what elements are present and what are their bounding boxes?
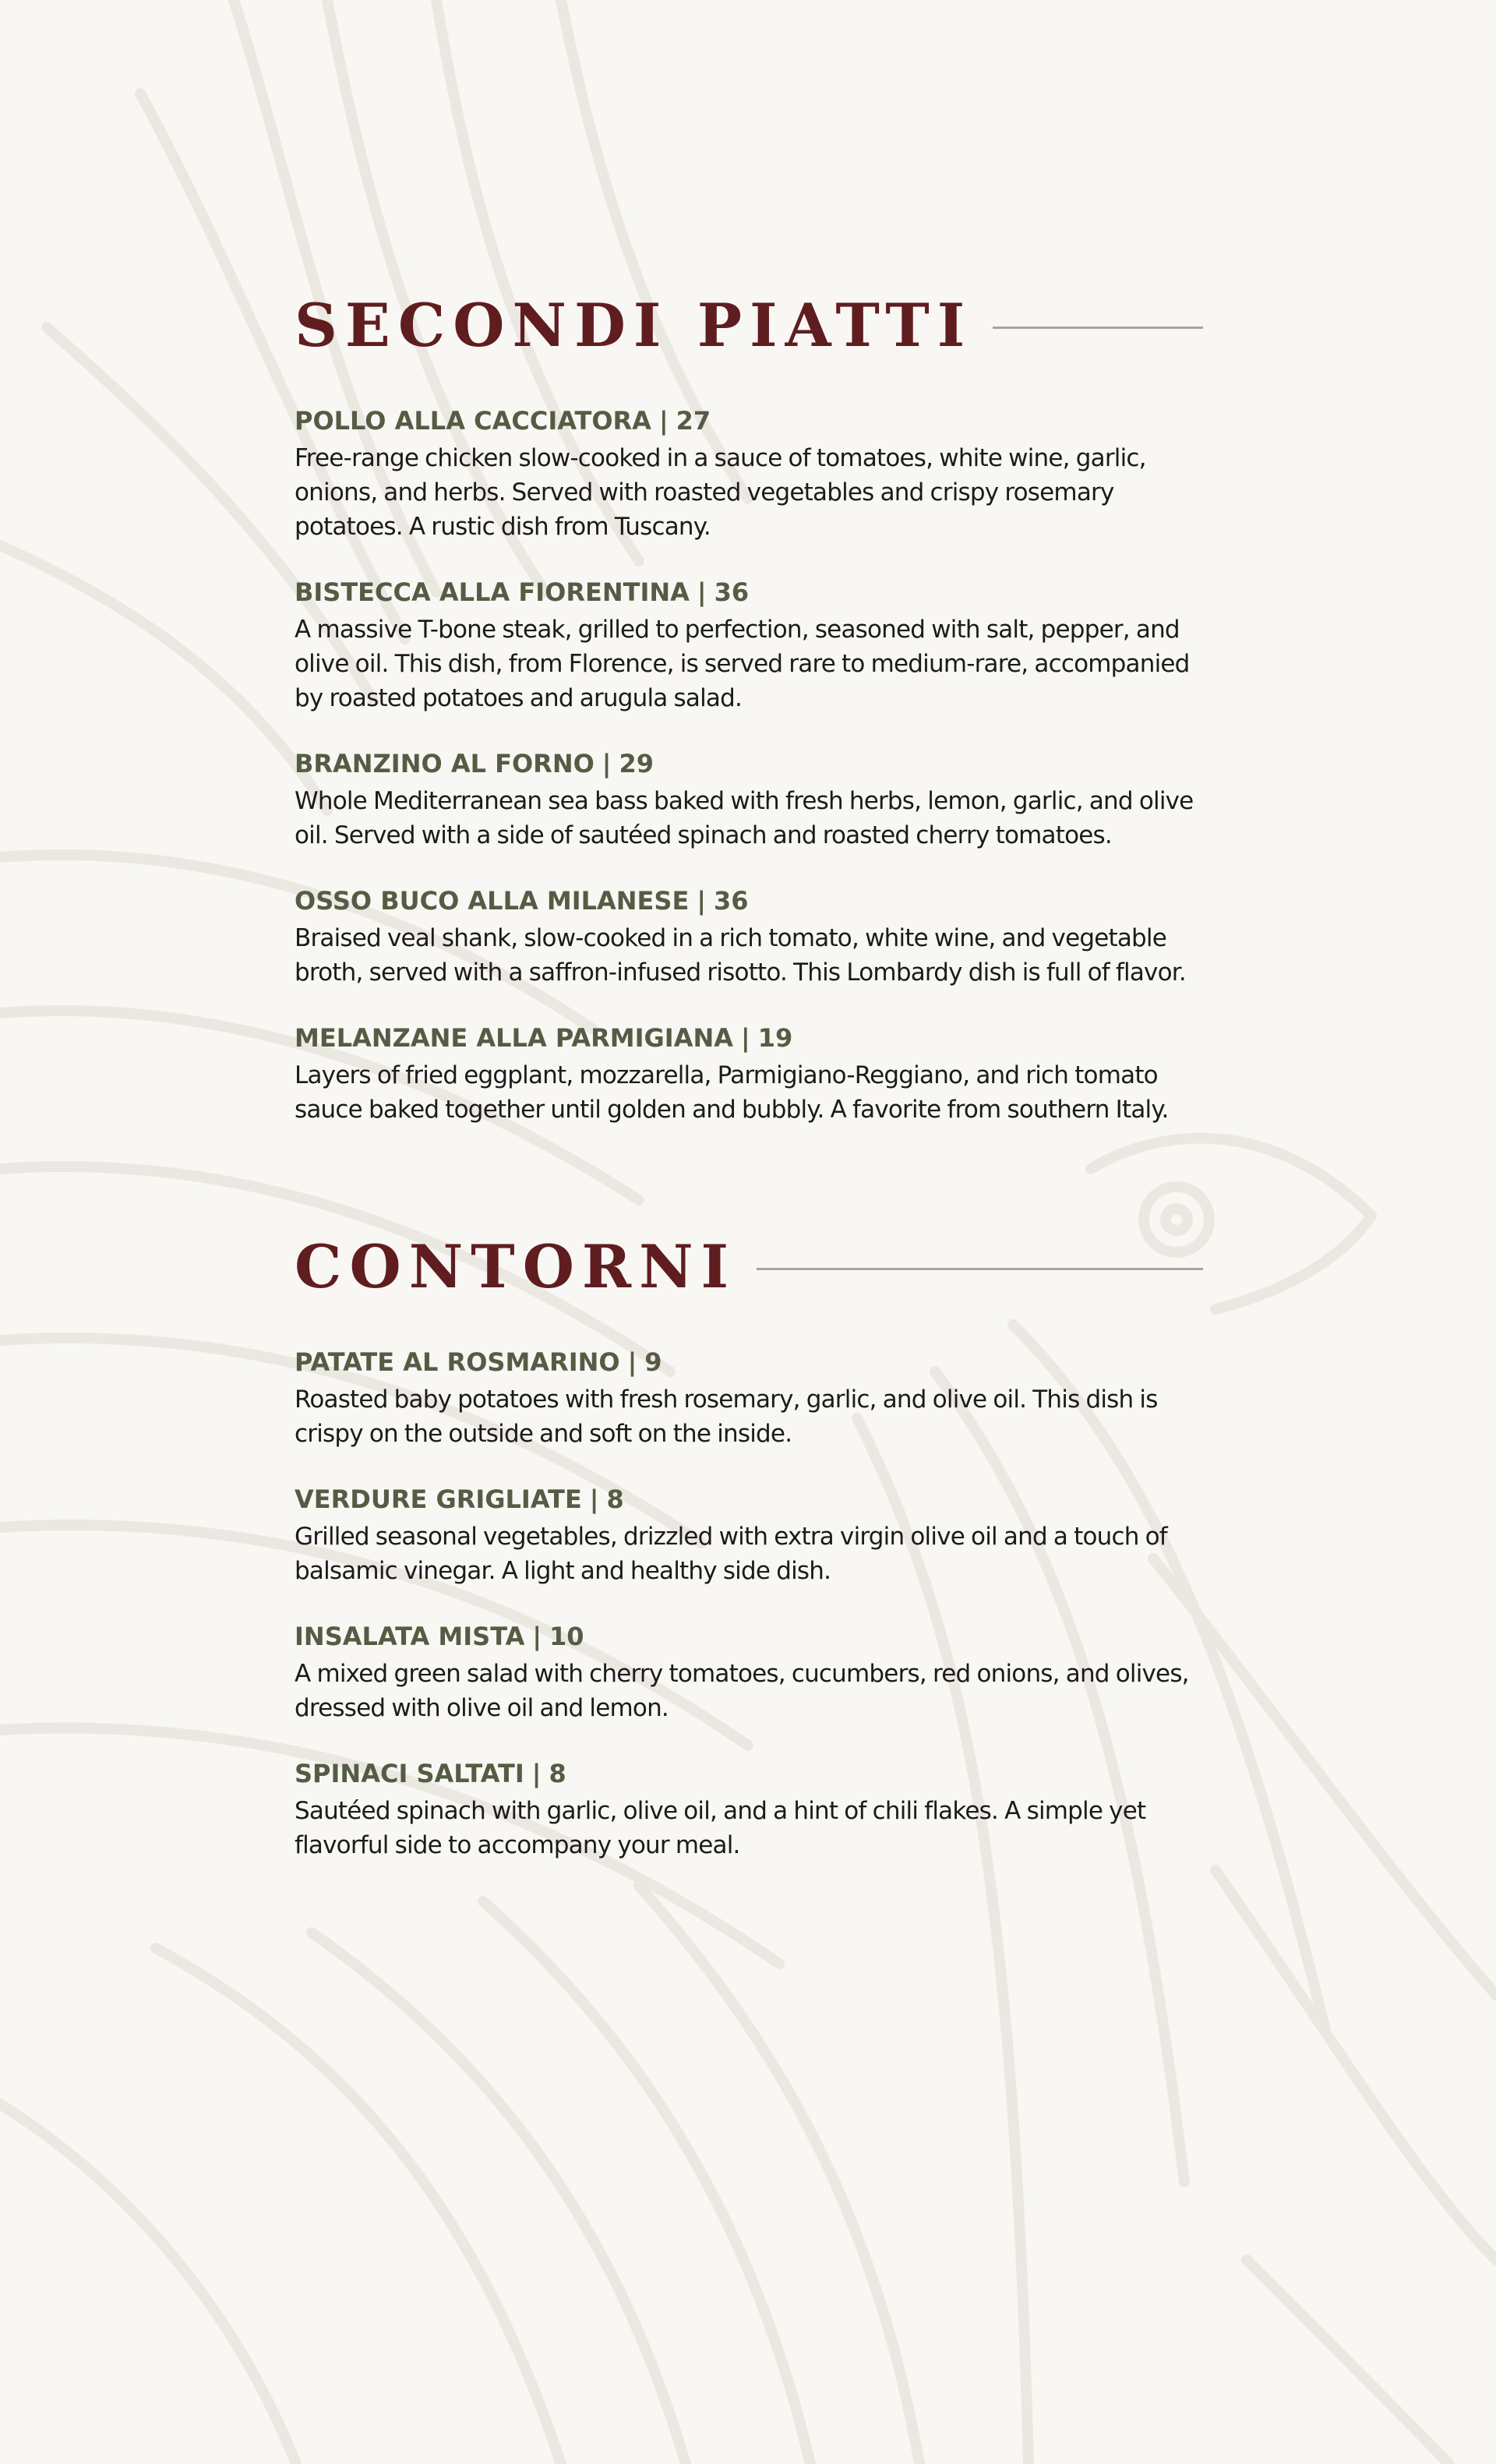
menu-item-price: 36 (714, 886, 749, 916)
menu-item-description: Layers of fried eggplant, mozzarella, Parmigiano-Reggiano, and rich tomato sauce baked together until golden and bubbly. A favorite from southern Italy. (295, 1061, 1169, 1124)
price-separator: | (602, 749, 612, 778)
menu-item-name: SPINACI SALTATI (295, 1759, 524, 1788)
menu-item-price: 9 (644, 1347, 662, 1377)
menu-item-name: INSALATA MISTA (295, 1622, 525, 1651)
menu-item-heading (295, 575, 1203, 609)
menu-item-heading (295, 1482, 1203, 1516)
menu-item (295, 1756, 1203, 1862)
menu-item-name: PATATE AL ROSMARINO (295, 1347, 620, 1377)
section-title: CONTORNI (295, 1232, 737, 1301)
menu-item-heading (295, 884, 1203, 918)
price-separator: | (627, 1347, 637, 1377)
menu-item-description: Whole Mediterranean sea bass baked with fresh herbs, lemon, garlic, and olive oil. Served with a side of sautéed spinach and roasted cherry tomatoes. (295, 787, 1194, 849)
section-divider (757, 1268, 1203, 1270)
menu-item-name: OSSO BUCO ALLA MILANESE (295, 886, 690, 916)
menu-item-description: A massive T-bone steak, grilled to perfection, seasoned with salt, pepper, and olive oil. This dish, from Florence, is served rare to medium-rare, accompanied by roasted potatoes and arugula salad. (295, 616, 1190, 712)
price-separator: | (741, 1023, 750, 1053)
menu-item-price: 19 (757, 1023, 793, 1053)
price-separator: | (658, 406, 669, 436)
price-separator: | (697, 886, 706, 916)
menu-item-name: POLLO ALLA CACCIATORA (295, 406, 651, 436)
menu-item (295, 747, 1203, 853)
menu-item-price: 10 (549, 1622, 584, 1651)
price-separator: | (531, 1759, 542, 1788)
price-separator: | (532, 1622, 542, 1651)
menu-item-description: Braised veal shank, slow-cooked in a rich tomato, white wine, and vegetable broth, served with a saffron-infused risotto. This Lombardy dish is full of flavor. (295, 924, 1186, 987)
menu-item (295, 884, 1203, 990)
menu-item (295, 1345, 1203, 1451)
section-divider (993, 327, 1203, 329)
menu-item-description: Grilled seasonal vegetables, drizzled with extra virgin olive oil and a touch of balsamic vinegar. A light and healthy side dish. (295, 1523, 1167, 1585)
menu-item-heading (295, 1756, 1203, 1791)
menu-item-heading (295, 404, 1203, 438)
price-separator: | (697, 577, 707, 607)
section-header-secondi-piatti (295, 291, 1203, 360)
menu-item-heading (295, 1021, 1203, 1055)
menu-item (295, 1021, 1203, 1127)
menu-item-name: MELANZANE ALLA PARMIGIANA (295, 1023, 733, 1053)
menu-item-price: 29 (619, 749, 654, 778)
menu-item-heading (295, 1345, 1203, 1379)
section-title: SECONDI PIATTI (295, 291, 973, 360)
menu-item-price: 36 (714, 577, 750, 607)
menu-item-name: BRANZINO AL FORNO (295, 749, 595, 778)
menu-item-description: Free-range chicken slow-cooked in a sauce of tomatoes, white wine, garlic, onions, and herbs. Served with roasted vegetables and crispy rosemary potatoes. A rustic dish from Tuscany. (295, 444, 1146, 541)
menu-item (295, 1619, 1203, 1725)
menu-item (295, 404, 1203, 544)
price-separator: | (589, 1484, 599, 1514)
menu-item-price: 8 (606, 1484, 624, 1514)
menu-item-heading (295, 1619, 1203, 1654)
menu-item-name: BISTECCA ALLA FIORENTINA (295, 577, 690, 607)
menu-item (295, 575, 1203, 715)
menu-item-name: VERDURE GRIGLIATE (295, 1484, 582, 1514)
menu-item-description: Roasted baby potatoes with fresh rosemary, garlic, and olive oil. This dish is crispy on the outside and soft on the inside. (295, 1386, 1158, 1448)
menu-item-price: 27 (676, 406, 711, 436)
menu-item-description: Sautéed spinach with garlic, olive oil, and a hint of chili flakes. A simple yet flavorful side to accompany your meal. (295, 1797, 1146, 1859)
menu-item (295, 1482, 1203, 1588)
section-header-contorni (295, 1232, 1203, 1301)
menu-item-description: A mixed green salad with cherry tomatoes, cucumbers, red onions, and olives, dressed with olive oil and lemon. (295, 1660, 1189, 1722)
menu-item-heading (295, 747, 1203, 781)
menu-item-price: 8 (549, 1759, 566, 1788)
